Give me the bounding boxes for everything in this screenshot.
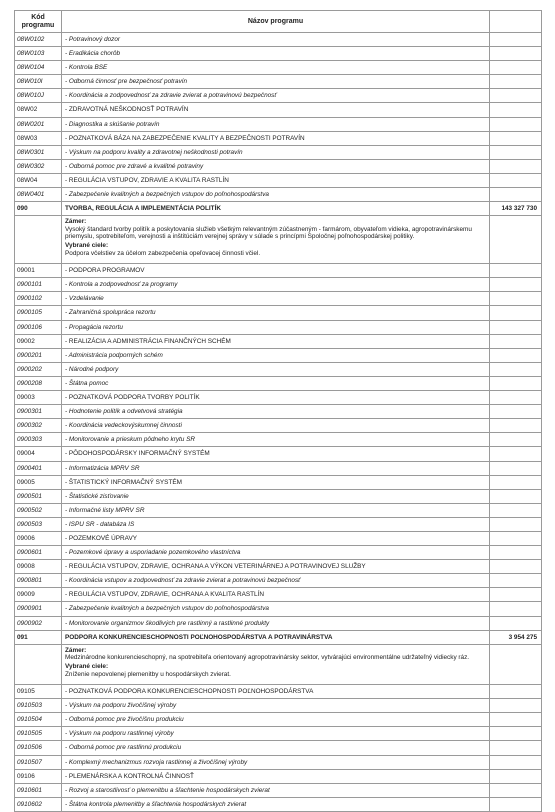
program-name: - Administrácia podporných schém (62, 348, 490, 362)
program-amount (490, 588, 542, 602)
program-amount (490, 755, 542, 769)
program-code: 0900401 (15, 461, 62, 475)
program-code: 09003 (15, 391, 62, 405)
program-amount (490, 33, 542, 47)
program-amount (490, 320, 542, 334)
program-name: - Informatizácia MPRV SR (62, 461, 490, 475)
goal-text: Vysoký štandard tvorby politík a poskytovania služieb všetkým relevantným zúčastneným - farmárom, obyvateľom vidieka, agropotravinárskemu priemyslu, spotrebiteľom, verejnosti a inštitúciám verejnej správy v súlade s princípmi Spoločnej poľnohospodárskej politiky. (65, 225, 472, 241)
program-amount (490, 292, 542, 306)
program-code: 09008 (15, 560, 62, 574)
program-description (62, 216, 490, 264)
program-amount (490, 797, 542, 811)
table-row (15, 292, 542, 306)
program-code: 09009 (15, 588, 62, 602)
program-name: - Monitorovanie organizmov škodlivých pre rastlinný a rastlinné produkty (62, 616, 490, 630)
table-row (15, 188, 542, 202)
goal-label: Zámer: (65, 218, 87, 226)
program-code: 0900202 (15, 362, 62, 376)
program-name: - Koordinácia vedeckovýskumnej činnosti (62, 419, 490, 433)
program-code: 09002 (15, 334, 62, 348)
program-amount (490, 145, 542, 159)
table-row (15, 503, 542, 517)
program-code: 0900503 (15, 517, 62, 531)
table-body (15, 33, 542, 812)
program-name: - POZNATKOVÁ PODPORA TVORBY POLITÍK (62, 391, 490, 405)
program-amount (490, 574, 542, 588)
program-code: 08W010J (15, 89, 62, 103)
program-name: - ISPU SR - databáza IS (62, 517, 490, 531)
table-row (15, 419, 542, 433)
program-name: - Štátna pomoc (62, 376, 490, 390)
program-code: 0910507 (15, 755, 62, 769)
program-name: - REGULÁCIA VSTUPOV, ZDRAVIE, OCHRANA A VÝKON VETERINÁRNEJ A POTRAVINOVEJ SLUŽBY (62, 560, 490, 574)
program-amount (490, 278, 542, 292)
table-row (15, 574, 542, 588)
program-code: 08W03 (15, 131, 62, 145)
table-row (15, 546, 542, 560)
table-row (15, 131, 542, 145)
program-amount (490, 489, 542, 503)
program-name: - PÔDOHOSPODÁRSKY INFORMAČNÝ SYSTÉM (62, 447, 490, 461)
program-code: 0910505 (15, 727, 62, 741)
program-amount (490, 391, 542, 405)
table-row (15, 376, 542, 390)
program-name: - Komplexný mechanizmus rozvoja rastlinnej a živočíšnej výroby (62, 755, 490, 769)
program-amount (490, 503, 542, 517)
program-amount (490, 741, 542, 755)
program-amount (490, 173, 542, 187)
table-row (15, 33, 542, 47)
program-amount (490, 334, 542, 348)
program-code: 0900301 (15, 405, 62, 419)
program-name: - Eradikácia chorôb (62, 47, 490, 61)
program-name: - Vzdelávanie (62, 292, 490, 306)
program-amount (490, 616, 542, 630)
program-amount (490, 362, 542, 376)
program-code: 08W0102 (15, 33, 62, 47)
program-amount: 143 327 730 (490, 202, 542, 216)
table-row (15, 89, 542, 103)
program-name: - Národné podpory (62, 362, 490, 376)
program-code: 09006 (15, 531, 62, 545)
objectives-text: Podpora včelstiev za účelom zabezpečenia opeľovacej činnosti včiel. (65, 249, 261, 257)
table-row (15, 278, 542, 292)
table-row (15, 320, 542, 334)
program-amount (490, 348, 542, 362)
program-amount (490, 713, 542, 727)
table-row (15, 755, 542, 769)
program-description (62, 644, 490, 684)
program-amount (490, 61, 542, 75)
program-amount (490, 783, 542, 797)
program-name: - POZNATKOVÁ PODPORA KONKURENCIESCHOPNOSTI POĽNOHOSPODÁRSTVA (62, 685, 490, 699)
program-code: 08W0201 (15, 117, 62, 131)
program-name: - REALIZÁCIA A ADMINISTRÁCIA FINANČNÝCH SCHÉM (62, 334, 490, 348)
program-code: 08W0104 (15, 61, 62, 75)
program-code: 0900201 (15, 348, 62, 362)
program-name: - Propagácia rezortu (62, 320, 490, 334)
table-row (15, 588, 542, 602)
program-amount (490, 188, 542, 202)
table-row (15, 117, 542, 131)
program-description-row (15, 216, 542, 264)
program-amount (490, 531, 542, 545)
program-amount (490, 517, 542, 531)
program-name: - Potravinový dozor (62, 33, 490, 47)
program-code: 08W0302 (15, 159, 62, 173)
program-amount (490, 117, 542, 131)
program-code: 08W010I (15, 75, 62, 89)
program-amount (490, 89, 542, 103)
table-row (15, 741, 542, 755)
program-amount (490, 131, 542, 145)
goal-text: Medzinárodne konkurencieschopný, na spotrebiteľa orientovaný agropotravinársky sektor, vytvárajúci environmentálne udržateľný vidiecky ráz. (65, 654, 470, 662)
table-row (15, 348, 542, 362)
program-code: 08W0103 (15, 47, 62, 61)
empty-cell (15, 216, 62, 264)
program-name: - Výskum na podporu živočíšnej výroby (62, 699, 490, 713)
program-code: 0910504 (15, 713, 62, 727)
table-row (15, 699, 542, 713)
program-name: - Monitorovanie a prieskum pôdneho krytu SR (62, 433, 490, 447)
program-amount (490, 376, 542, 390)
program-code: 091 (15, 630, 62, 644)
program-name: - Zabezpečenie kvalitných a bezpečných vstupov do poľnohospodárstva (62, 602, 490, 616)
program-code: 0900208 (15, 376, 62, 390)
program-amount (490, 602, 542, 616)
program-code: 0900101 (15, 278, 62, 292)
table-row (15, 75, 542, 89)
table-row (15, 531, 542, 545)
table-row (15, 173, 542, 187)
table-row (15, 405, 542, 419)
program-name: - Odborná pomoc pre rastlinnú produkciu (62, 741, 490, 755)
table-row (15, 797, 542, 811)
program-code: 0900601 (15, 546, 62, 560)
program-amount (490, 264, 542, 278)
code-column-header: Kód programu (15, 11, 62, 33)
program-code: 0900303 (15, 433, 62, 447)
empty-cell (490, 216, 542, 264)
program-amount (490, 405, 542, 419)
program-code: 08W0301 (15, 145, 62, 159)
table-row (15, 769, 542, 783)
goal-label: Zámer: (65, 646, 87, 654)
table-row (15, 306, 542, 320)
table-row (15, 433, 542, 447)
empty-cell (490, 644, 542, 684)
program-amount (490, 47, 542, 61)
table-row (15, 630, 542, 644)
program-amount (490, 560, 542, 574)
table-header-row (15, 11, 542, 33)
program-description-row (15, 644, 542, 684)
table-row (15, 489, 542, 503)
table-row (15, 145, 542, 159)
objectives-label: Vybrané ciele: (65, 662, 109, 670)
table-row (15, 685, 542, 699)
program-name: - Kontrola a zodpovednosť za programy (62, 278, 490, 292)
program-name: - Koordinácia vstupov a zodpovednosť za zdravie zvierat a potravinovú bezpečnosť (62, 574, 490, 588)
program-code: 0900106 (15, 320, 62, 334)
program-name: - Odborná pomoc pre zdravé a kvalitné potraviny (62, 159, 490, 173)
table-row (15, 61, 542, 75)
table-row (15, 159, 542, 173)
program-code: 0900105 (15, 306, 62, 320)
table-row (15, 461, 542, 475)
program-code: 0900901 (15, 602, 62, 616)
program-amount (490, 433, 542, 447)
table-row (15, 103, 542, 117)
program-name: - REGULÁCIA VSTUPOV, ZDRAVIE A KVALITA RASTLÍN (62, 173, 490, 187)
program-name: - ŠTATISTICKÝ INFORMAČNÝ SYSTÉM (62, 475, 490, 489)
program-name: - Koordinácia a zodpovednosť za zdravie zvierat a potravinovú bezpečnosť (62, 89, 490, 103)
program-name: - REGULÁCIA VSTUPOV, ZDRAVIE, OCHRANA A KVALITA RASTLÍN (62, 588, 490, 602)
table-row (15, 560, 542, 574)
program-name: - Rozvoj a starostlivosť o plemenitbu a šľachtenie hospodárskych zvierat (62, 783, 490, 797)
program-code: 0900102 (15, 292, 62, 306)
program-code: 08W02 (15, 103, 62, 117)
program-amount (490, 685, 542, 699)
program-code: 09105 (15, 685, 62, 699)
program-amount (490, 461, 542, 475)
program-amount (490, 75, 542, 89)
table-row (15, 727, 542, 741)
program-name: - Kontrola BSE (62, 61, 490, 75)
program-code: 09106 (15, 769, 62, 783)
program-code: 09001 (15, 264, 62, 278)
program-name: - Výskum na podporu kvality a zdravotnej neškodnosti potravín (62, 145, 490, 159)
program-name: - POZNATKOVÁ BÁZA NA ZABEZPEČENIE KVALITY A BEZPEČNOSTI POTRAVÍN (62, 131, 490, 145)
program-table (14, 10, 542, 812)
program-code: 0910602 (15, 797, 62, 811)
program-name: - Štatistické zisťovanie (62, 489, 490, 503)
program-name: - Diagnostika a skúšanie potravín (62, 117, 490, 131)
table-row (15, 202, 542, 216)
program-name: - Odborná činnosť pre bezpečnosť potravín (62, 75, 490, 89)
table-row (15, 334, 542, 348)
program-code: 0910503 (15, 699, 62, 713)
objectives-text: Zníženie nepovolenej plemenitby u hospodárskych zvierat. (65, 670, 231, 678)
program-name: - Výskum na podporu rastlinnej výroby (62, 727, 490, 741)
objectives-label: Vybrané ciele: (65, 242, 109, 249)
table-row (15, 447, 542, 461)
program-name: - Hodnotenie politík a odvetvová stratégia (62, 405, 490, 419)
program-code: 08W0401 (15, 188, 62, 202)
program-amount (490, 419, 542, 433)
program-code: 0900502 (15, 503, 62, 517)
program-code: 08W04 (15, 173, 62, 187)
empty-cell (15, 644, 62, 684)
program-code: 0900902 (15, 616, 62, 630)
table-row (15, 616, 542, 630)
program-name: PODPORA KONKURENCIESCHOPNOSTI POĽNOHOSPODÁRSTVA A POTRAVINÁRSTVA (62, 630, 490, 644)
program-code: 090 (15, 202, 62, 216)
program-name: - Štátna kontrola plemenitby a šľachtenia hospodárskych zvierat (62, 797, 490, 811)
program-code: 09005 (15, 475, 62, 489)
program-name: - PLEMENÁRSKA A KONTROLNÁ ČINNOSŤ (62, 769, 490, 783)
table-row (15, 713, 542, 727)
table-row (15, 783, 542, 797)
program-code: 0900501 (15, 489, 62, 503)
amount-column-header (490, 11, 542, 33)
program-name: - Odborná pomoc pre živočíšnu produkciu (62, 713, 490, 727)
program-code: 0910601 (15, 783, 62, 797)
table-row (15, 602, 542, 616)
program-code: 09004 (15, 447, 62, 461)
program-code: 0900801 (15, 574, 62, 588)
program-name: - Zahraničná spolupráca rezortu (62, 306, 490, 320)
program-name: - PODPORA PROGRAMOV (62, 264, 490, 278)
program-amount (490, 159, 542, 173)
program-name: - POZEMKOVÉ ÚPRAVY (62, 531, 490, 545)
program-amount (490, 103, 542, 117)
name-column-header: Názov programu (62, 11, 490, 33)
table-row (15, 391, 542, 405)
program-amount (490, 546, 542, 560)
program-amount (490, 727, 542, 741)
program-name: - Informačné listy MPRV SR (62, 503, 490, 517)
table-row (15, 362, 542, 376)
program-amount (490, 769, 542, 783)
table-row (15, 475, 542, 489)
program-code: 0910506 (15, 741, 62, 755)
program-code: 0900302 (15, 419, 62, 433)
program-amount (490, 306, 542, 320)
program-name: - Pozemkové úpravy a usporiadanie pozemkového vlastníctva (62, 546, 490, 560)
program-amount (490, 447, 542, 461)
program-amount: 3 954 275 (490, 630, 542, 644)
program-name: - ZDRAVOTNÁ NEŠKODNOSŤ POTRAVÍN (62, 103, 490, 117)
table-row (15, 517, 542, 531)
table-row (15, 47, 542, 61)
program-name: - Zabezpečenie kvalitných a bezpečných vstupov do poľnohospodárstva (62, 188, 490, 202)
program-amount (490, 475, 542, 489)
program-amount (490, 699, 542, 713)
program-name: TVORBA, REGULÁCIA A IMPLEMENTÁCIA POLITÍK (62, 202, 490, 216)
table-row (15, 264, 542, 278)
